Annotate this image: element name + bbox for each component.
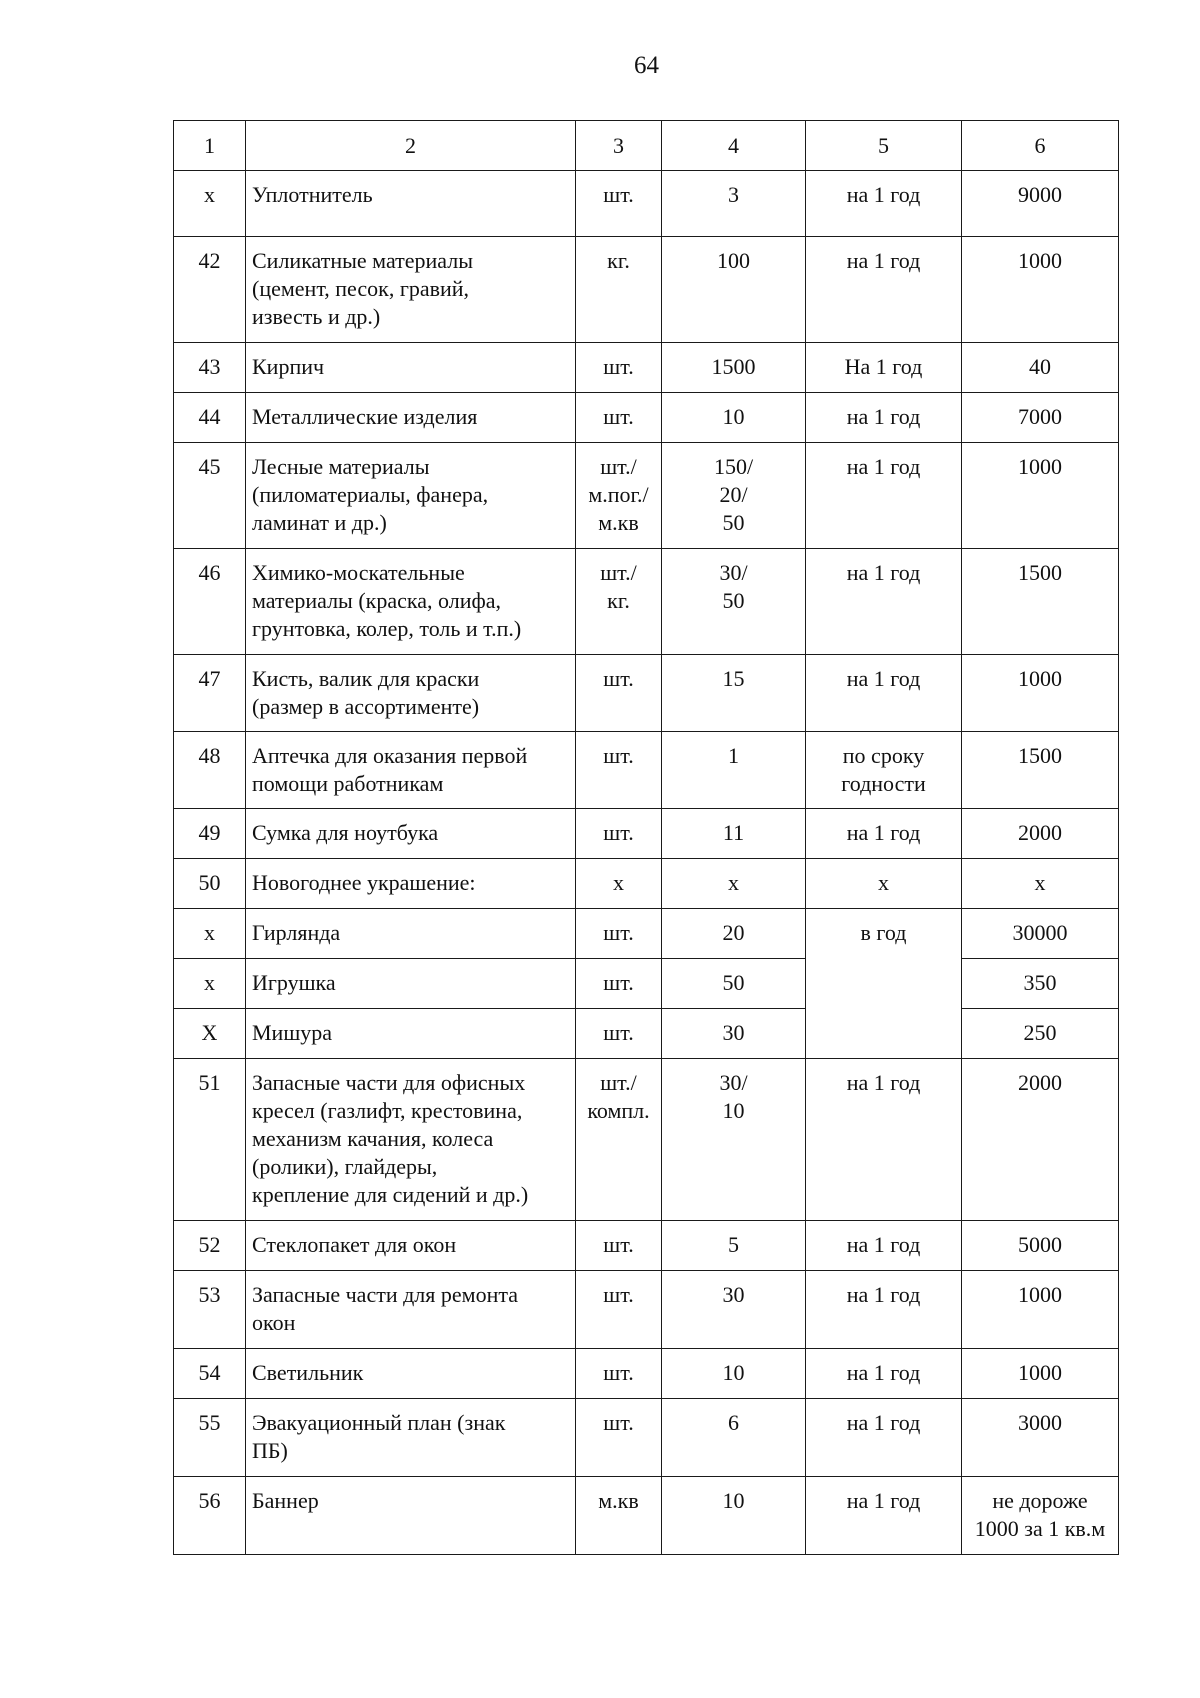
item-name-text: материалы (краска, олифа, xyxy=(252,588,501,613)
unit-of-measure-cell xyxy=(576,959,662,1009)
quantity-cell xyxy=(662,732,806,809)
unit-of-measure-text: шт. xyxy=(603,743,634,768)
unit-of-measure-cell xyxy=(576,343,662,393)
table-row xyxy=(174,549,1119,655)
usage-period-text: х xyxy=(878,870,889,895)
quantity-text: 20 xyxy=(722,920,745,945)
table-row xyxy=(174,809,1119,859)
item-name-cell xyxy=(246,171,576,237)
table-row xyxy=(174,237,1119,343)
quantity-text: 1 xyxy=(728,743,739,768)
unit-of-measure-cell xyxy=(576,237,662,343)
quantity-text: 10 xyxy=(722,1098,745,1123)
unit-of-measure-text: шт. xyxy=(603,354,634,379)
table-row xyxy=(174,732,1119,809)
price-text: 1000 xyxy=(1018,666,1062,691)
item-name-text: Новогоднее украшение: xyxy=(252,870,476,895)
row-number-cell: 45 xyxy=(174,443,246,549)
table-row xyxy=(174,1009,1119,1059)
price-text: 2000 xyxy=(1018,820,1062,845)
item-name-text: Кирпич xyxy=(252,354,325,379)
item-name-text: Аптечка для оказания первой xyxy=(252,743,528,768)
unit-of-measure-text: шт./ xyxy=(600,1070,637,1095)
quantity-cell xyxy=(662,859,806,909)
quantity-text: 10 xyxy=(722,1360,745,1385)
item-name-text: крепление для сидений и др.) xyxy=(252,1182,529,1207)
table-row xyxy=(174,655,1119,732)
unit-of-measure-text: шт. xyxy=(603,666,634,691)
item-name-text: Сумка для ноутбука xyxy=(252,820,439,845)
unit-of-measure-cell xyxy=(576,809,662,859)
quantity-cell xyxy=(662,1271,806,1349)
page-number: 64 xyxy=(634,52,659,79)
quantity-cell xyxy=(662,655,806,732)
quantity-text: 6 xyxy=(728,1410,739,1435)
unit-of-measure-text: шт. xyxy=(603,1232,634,1257)
price-cell xyxy=(962,1477,1119,1555)
usage-period-text: на 1 год xyxy=(846,404,921,429)
item-name-text: Игрушка xyxy=(252,970,336,995)
item-name-text: Запасные части для ремонта xyxy=(252,1282,518,1307)
quantity-text: 15 xyxy=(722,666,745,691)
quantity-cell xyxy=(662,1399,806,1477)
item-name-text: Запасные части для офисных xyxy=(252,1070,526,1095)
row-number-cell: 55 xyxy=(174,1399,246,1477)
row-number-cell: х xyxy=(174,959,246,1009)
unit-of-measure-text: шт. xyxy=(603,1020,634,1045)
usage-period-cell xyxy=(806,1271,962,1349)
quantity-text: 10 xyxy=(722,404,745,429)
usage-period-cell xyxy=(806,443,962,549)
table-header-row xyxy=(174,121,1119,171)
quantity-text: 5 xyxy=(728,1232,739,1257)
usage-period-text: на 1 год xyxy=(846,1282,921,1307)
item-name-text: Стеклопакет для окон xyxy=(252,1232,457,1257)
usage-period-text: на 1 год xyxy=(846,820,921,845)
usage-period-text: на 1 год xyxy=(846,454,921,479)
unit-of-measure-cell xyxy=(576,1271,662,1349)
usage-period-cell xyxy=(806,909,962,1059)
unit-of-measure-text: шт. xyxy=(603,820,634,845)
quantity-text: х xyxy=(728,870,739,895)
unit-of-measure-cell xyxy=(576,1349,662,1399)
unit-of-measure-text: шт. xyxy=(603,1360,634,1385)
row-number-cell: 44 xyxy=(174,393,246,443)
usage-period-cell xyxy=(806,549,962,655)
unit-of-measure-cell xyxy=(576,1477,662,1555)
quantity-cell xyxy=(662,443,806,549)
price-cell xyxy=(962,393,1119,443)
price-text: 1000 xyxy=(1018,248,1062,273)
unit-of-measure-cell xyxy=(576,443,662,549)
item-name-text: Светильник xyxy=(252,1360,364,1385)
table-body xyxy=(174,121,1119,1555)
unit-of-measure-text: шт. xyxy=(603,970,634,995)
quantity-text: 10 xyxy=(722,1488,745,1513)
header-cell-5: 5 xyxy=(806,121,962,171)
item-name-text: помощи работникам xyxy=(252,771,444,796)
usage-period-cell xyxy=(806,1221,962,1271)
item-name-text: Лесные материалы xyxy=(252,454,430,479)
item-name-text: Кисть, валик для краски xyxy=(252,666,480,691)
price-cell xyxy=(962,1059,1119,1221)
table-row xyxy=(174,1399,1119,1477)
unit-of-measure-text: м.кв xyxy=(598,1488,639,1513)
table-row xyxy=(174,1059,1119,1221)
item-name-text: окон xyxy=(252,1310,296,1335)
price-cell xyxy=(962,1399,1119,1477)
usage-period-text: на 1 год xyxy=(846,248,921,273)
table-row xyxy=(174,343,1119,393)
price-cell xyxy=(962,959,1119,1009)
table-row xyxy=(174,1221,1119,1271)
unit-of-measure-cell xyxy=(576,859,662,909)
unit-of-measure-text: м.кв xyxy=(598,510,639,535)
item-name-cell xyxy=(246,393,576,443)
usage-period-cell xyxy=(806,655,962,732)
table-row xyxy=(174,909,1119,959)
table-row xyxy=(174,1477,1119,1555)
usage-period-text: в год xyxy=(860,920,907,945)
usage-period-text: на 1 год xyxy=(846,560,921,585)
header-cell-4: 4 xyxy=(662,121,806,171)
item-name-text: Металлические изделия xyxy=(252,404,478,429)
price-text: 1000 за 1 кв.м xyxy=(974,1516,1106,1541)
item-name-cell xyxy=(246,909,576,959)
quantity-cell xyxy=(662,959,806,1009)
row-number-cell: 49 xyxy=(174,809,246,859)
unit-of-measure-text: компл. xyxy=(587,1098,650,1123)
quantity-text: 150/ xyxy=(713,454,754,479)
item-name-text: Баннер xyxy=(252,1488,319,1513)
usage-period-text: годности xyxy=(841,771,926,796)
unit-of-measure-text: шт. xyxy=(603,920,634,945)
item-name-cell xyxy=(246,1271,576,1349)
usage-period-cell xyxy=(806,1477,962,1555)
table-row xyxy=(174,859,1119,909)
usage-period-cell xyxy=(806,1059,962,1221)
unit-of-measure-cell xyxy=(576,1009,662,1059)
row-number-cell: 43 xyxy=(174,343,246,393)
usage-period-text: на 1 год xyxy=(846,1488,921,1513)
item-name-cell xyxy=(246,549,576,655)
unit-of-measure-cell xyxy=(576,1399,662,1477)
usage-period-cell xyxy=(806,343,962,393)
header-cell-3: 3 xyxy=(576,121,662,171)
table-row xyxy=(174,171,1119,237)
unit-of-measure-text: шт. xyxy=(603,182,634,207)
usage-period-text: На 1 год xyxy=(844,354,923,379)
row-number-cell: 47 xyxy=(174,655,246,732)
price-cell xyxy=(962,171,1119,237)
table-row xyxy=(174,443,1119,549)
quantity-cell xyxy=(662,1059,806,1221)
quantity-cell xyxy=(662,1009,806,1059)
price-text: 5000 xyxy=(1018,1232,1062,1257)
price-cell xyxy=(962,1221,1119,1271)
unit-of-measure-cell xyxy=(576,1221,662,1271)
price-cell xyxy=(962,237,1119,343)
item-name-text: известь и др.) xyxy=(252,304,381,329)
quantity-text: 11 xyxy=(722,820,745,845)
usage-period-text: на 1 год xyxy=(846,666,921,691)
item-name-text: грунтовка, колер, толь и т.п.) xyxy=(252,616,522,641)
price-cell xyxy=(962,343,1119,393)
unit-of-measure-text: кг. xyxy=(607,248,630,273)
price-cell xyxy=(962,443,1119,549)
item-name-cell xyxy=(246,1009,576,1059)
header-cell-2: 2 xyxy=(246,121,576,171)
usage-period-text: на 1 год xyxy=(846,1410,921,1435)
price-text: 350 xyxy=(1023,970,1057,995)
item-name-text: механизм качания, колеса xyxy=(252,1126,494,1151)
usage-period-cell xyxy=(806,809,962,859)
quantity-text: 50 xyxy=(722,510,745,535)
item-name-cell xyxy=(246,655,576,732)
price-text: х xyxy=(1034,870,1046,895)
price-text: 1000 xyxy=(1018,1360,1062,1385)
usage-period-cell xyxy=(806,859,962,909)
usage-period-cell xyxy=(806,1399,962,1477)
usage-period-cell xyxy=(806,237,962,343)
unit-of-measure-cell xyxy=(576,171,662,237)
usage-period-cell xyxy=(806,732,962,809)
price-cell xyxy=(962,732,1119,809)
quantity-text: 50 xyxy=(722,588,745,613)
row-number-cell: 54 xyxy=(174,1349,246,1399)
item-name-text: (ролики), глайдеры, xyxy=(252,1154,438,1179)
item-name-text: Химико-москательные xyxy=(252,560,465,585)
item-name-cell xyxy=(246,443,576,549)
price-cell xyxy=(962,1009,1119,1059)
item-name-cell xyxy=(246,809,576,859)
price-text: 7000 xyxy=(1018,404,1062,429)
usage-period-cell xyxy=(806,171,962,237)
item-name-cell xyxy=(246,732,576,809)
quantity-text: 1500 xyxy=(711,354,756,379)
item-name-text: кресел (газлифт, крестовина, xyxy=(252,1098,523,1123)
unit-of-measure-text: х xyxy=(613,870,624,895)
item-name-cell xyxy=(246,1399,576,1477)
item-name-text: Мишура xyxy=(252,1020,333,1045)
quantity-text: 100 xyxy=(717,248,750,273)
price-text: 1500 xyxy=(1018,743,1062,768)
unit-of-measure-text: шт. xyxy=(603,1410,634,1435)
price-cell xyxy=(962,655,1119,732)
price-cell xyxy=(962,859,1119,909)
quantity-cell xyxy=(662,1477,806,1555)
price-cell xyxy=(962,909,1119,959)
usage-period-text: на 1 год xyxy=(846,1070,921,1095)
row-number-cell: 53 xyxy=(174,1271,246,1349)
unit-of-measure-text: шт. xyxy=(603,404,634,429)
row-number-cell: 46 xyxy=(174,549,246,655)
table-row xyxy=(174,959,1119,1009)
items-table xyxy=(173,120,1119,1555)
price-cell xyxy=(962,1349,1119,1399)
quantity-cell xyxy=(662,171,806,237)
item-name-text: Гирлянда xyxy=(252,920,341,945)
row-number-cell: 52 xyxy=(174,1221,246,1271)
quantity-cell xyxy=(662,343,806,393)
price-text: 40 xyxy=(1029,354,1051,379)
price-cell xyxy=(962,809,1119,859)
unit-of-measure-cell xyxy=(576,393,662,443)
price-cell xyxy=(962,549,1119,655)
quantity-text: 20/ xyxy=(719,482,748,507)
unit-of-measure-cell xyxy=(576,655,662,732)
unit-of-measure-text: шт./ xyxy=(600,454,637,479)
unit-of-measure-text: шт./ xyxy=(600,560,637,585)
quantity-text: 30/ xyxy=(719,560,748,585)
quantity-cell xyxy=(662,1221,806,1271)
item-name-text: (пиломатериалы, фанера, xyxy=(252,482,489,507)
item-name-text: (цемент, песок, гравий, xyxy=(252,276,470,301)
quantity-cell xyxy=(662,1349,806,1399)
price-text: 1000 xyxy=(1018,454,1062,479)
quantity-cell xyxy=(662,393,806,443)
quantity-text: 30 xyxy=(722,1020,745,1045)
item-name-cell xyxy=(246,959,576,1009)
item-name-cell xyxy=(246,1477,576,1555)
unit-of-measure-text: м.пог./ xyxy=(588,482,649,507)
item-name-text: (размер в ассортименте) xyxy=(252,694,480,719)
item-name-text: ПБ) xyxy=(252,1438,288,1463)
usage-period-text: по сроку xyxy=(842,743,925,768)
price-text: 1000 xyxy=(1018,1282,1062,1307)
item-name-cell xyxy=(246,343,576,393)
item-name-cell xyxy=(246,237,576,343)
item-name-cell xyxy=(246,1059,576,1221)
item-name-text: Силикатные материалы xyxy=(252,248,474,273)
row-number-cell: х xyxy=(174,909,246,959)
table-row xyxy=(174,393,1119,443)
unit-of-measure-text: шт. xyxy=(603,1282,634,1307)
price-text: 250 xyxy=(1023,1020,1057,1045)
row-number-cell: 56 xyxy=(174,1477,246,1555)
header-cell-1: 1 xyxy=(174,121,246,171)
row-number-cell: 50 xyxy=(174,859,246,909)
usage-period-cell xyxy=(806,1349,962,1399)
unit-of-measure-text: кг. xyxy=(607,588,630,613)
usage-period-text: на 1 год xyxy=(846,182,921,207)
unit-of-measure-cell xyxy=(576,909,662,959)
row-number-cell: Х xyxy=(174,1009,246,1059)
item-name-cell xyxy=(246,1221,576,1271)
row-number-cell: 42 xyxy=(174,237,246,343)
price-text: 3000 xyxy=(1018,1410,1062,1435)
quantity-text: 30/ xyxy=(719,1070,748,1095)
unit-of-measure-cell xyxy=(576,1059,662,1221)
unit-of-measure-cell xyxy=(576,549,662,655)
price-text: не дороже xyxy=(992,1488,1088,1513)
item-name-text: Эвакуационный план (знак xyxy=(252,1410,506,1435)
usage-period-text: на 1 год xyxy=(846,1360,921,1385)
quantity-text: 30 xyxy=(722,1282,745,1307)
item-name-cell xyxy=(246,1349,576,1399)
quantity-cell xyxy=(662,909,806,959)
price-text: 30000 xyxy=(1012,920,1068,945)
header-cell-6: 6 xyxy=(962,121,1119,171)
quantity-cell xyxy=(662,549,806,655)
table-row xyxy=(174,1349,1119,1399)
usage-period-cell xyxy=(806,393,962,443)
price-cell xyxy=(962,1271,1119,1349)
row-number-cell: х xyxy=(174,171,246,237)
quantity-text: 3 xyxy=(728,182,739,207)
row-number-cell: 51 xyxy=(174,1059,246,1221)
quantity-cell xyxy=(662,237,806,343)
price-text: 1500 xyxy=(1018,560,1062,585)
quantity-text: 50 xyxy=(722,970,745,995)
item-name-cell xyxy=(246,859,576,909)
table-row xyxy=(174,1271,1119,1349)
unit-of-measure-cell xyxy=(576,732,662,809)
quantity-cell xyxy=(662,809,806,859)
item-name-text: ламинат и др.) xyxy=(252,510,387,535)
row-number-cell: 48 xyxy=(174,732,246,809)
usage-period-text: на 1 год xyxy=(846,1232,921,1257)
item-name-text: Уплотнитель xyxy=(252,182,373,207)
price-text: 2000 xyxy=(1018,1070,1062,1095)
price-text: 9000 xyxy=(1018,182,1062,207)
